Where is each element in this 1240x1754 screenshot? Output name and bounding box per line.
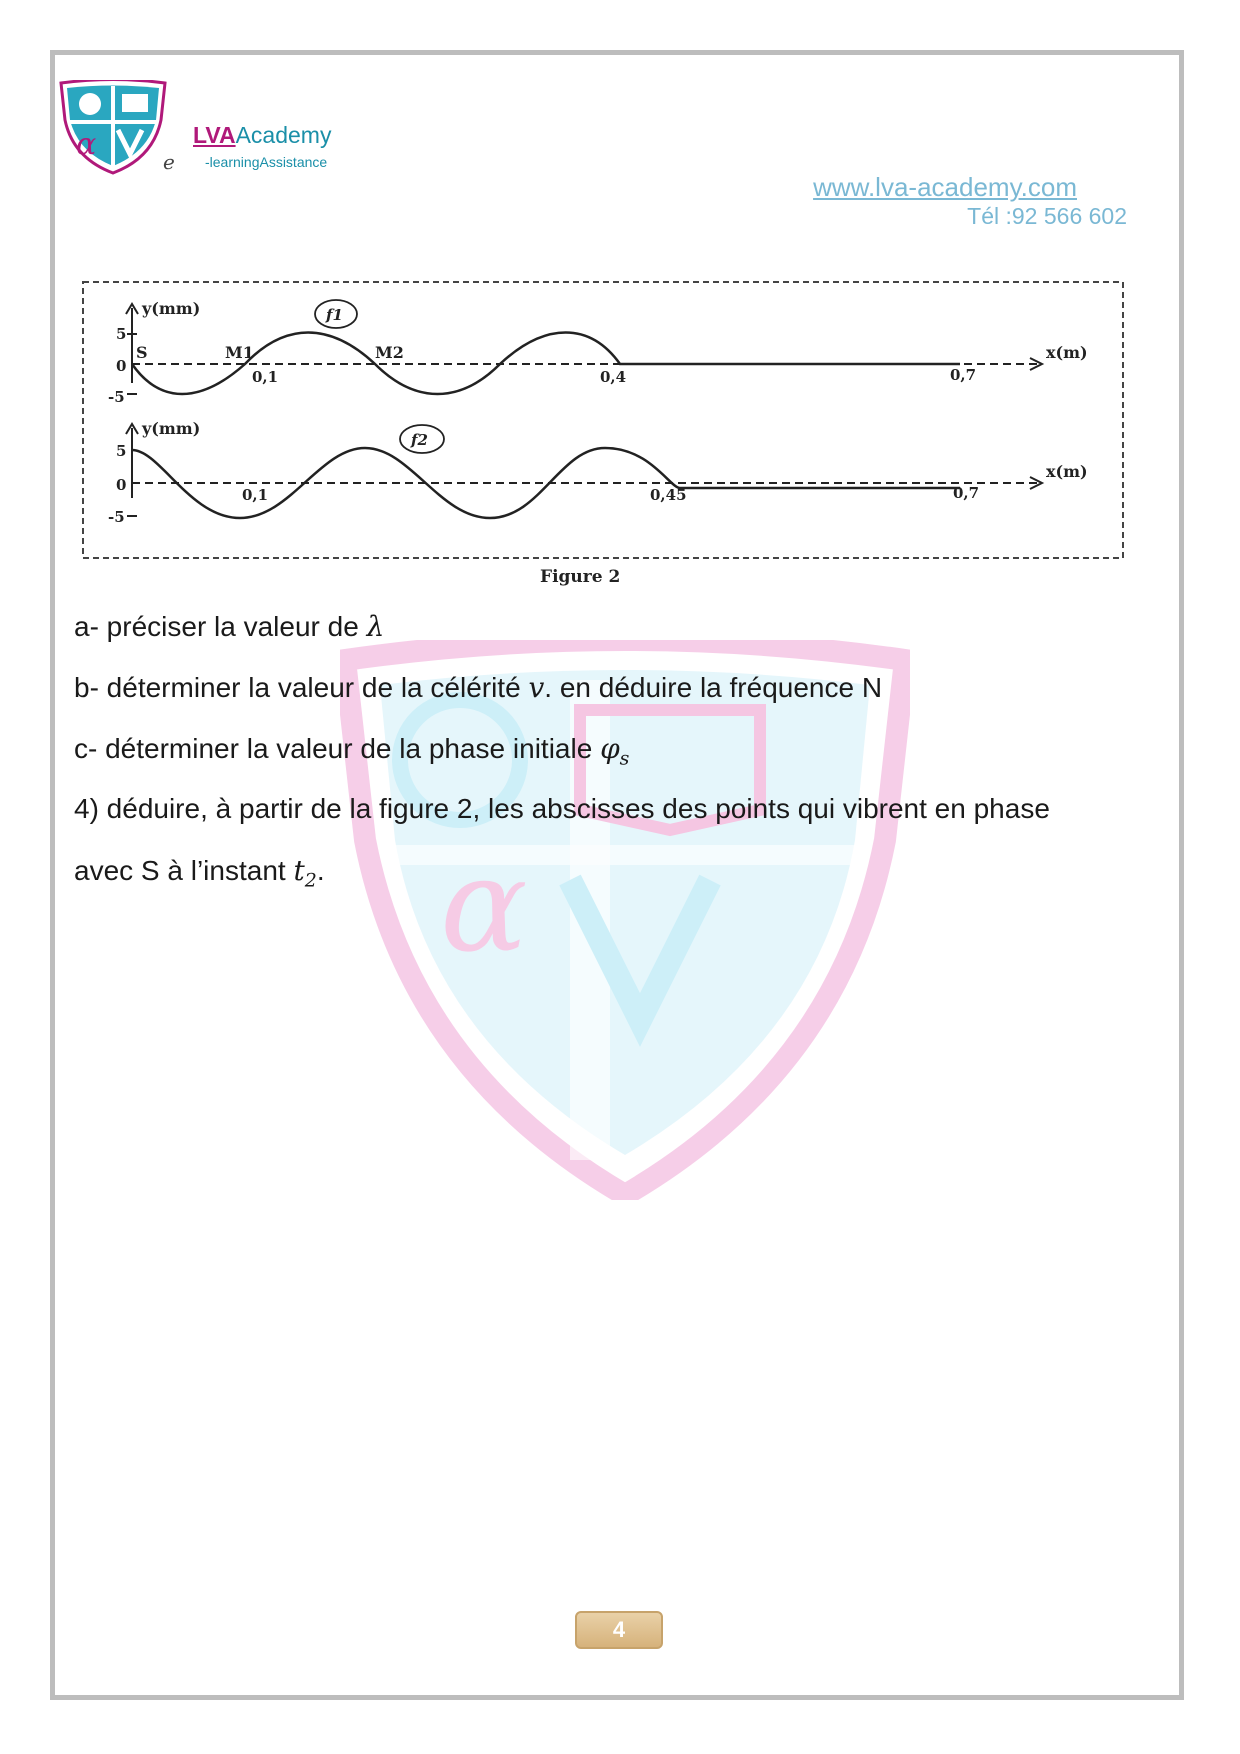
- question-b-text: b- déterminer la valeur de la célérité: [74, 672, 529, 703]
- plot2-y-tick-5: 5: [116, 442, 127, 460]
- brand-tagline: -learningAssistance: [205, 154, 328, 170]
- plot2-y-tick-0: 0: [116, 476, 127, 494]
- question-4-end: .: [316, 855, 325, 886]
- question-b-text-end: . en déduire la fréquence N: [544, 672, 883, 703]
- plot2-y-tick-minus5: -5: [108, 508, 125, 526]
- plot1-y-tick-0: 0: [116, 357, 127, 375]
- plot1-x-tick-0-1: 0,1: [252, 368, 279, 386]
- plot-1: [108, 299, 1088, 406]
- plot2-x-label: x(m): [1046, 462, 1088, 481]
- plot2-x-tick-0-1: 0,1: [242, 486, 269, 504]
- celerity-symbol: v: [528, 671, 545, 704]
- figure-2: [80, 278, 1130, 592]
- plot2-curve-label: f2: [411, 431, 428, 449]
- page-number-badge: [575, 1611, 663, 1649]
- brand-e-letter: e: [163, 150, 175, 174]
- question-4-line-1: 4) déduire, à partir de la figure 2, les abscisses des points qui vibrent en phase: [74, 793, 1050, 824]
- plot2-y-label: y(mm): [142, 419, 201, 438]
- watermark-shield-logo: [340, 640, 910, 1200]
- lambda-symbol: λ: [366, 610, 385, 643]
- page-number: 4: [612, 1617, 626, 1642]
- plot1-x-label: x(m): [1046, 343, 1088, 362]
- time-subscript: 2: [304, 869, 317, 892]
- plot1-curve-label: f1: [326, 306, 343, 324]
- question-4-text: avec S à l’instant: [74, 855, 294, 886]
- phi-subscript: s: [619, 747, 630, 770]
- phone-number: Tél :92 566 602: [967, 203, 1127, 229]
- phi-symbol: φ: [600, 732, 620, 765]
- website-link[interactable]: www.lva-academy.com: [813, 172, 1077, 202]
- lva-academy-logo: [58, 80, 168, 175]
- brand-lva: LVA: [193, 122, 236, 148]
- brand-name: [193, 122, 331, 149]
- plot1-y-label: y(mm): [142, 299, 201, 318]
- plot1-x-tick-0-7: 0,7: [950, 366, 977, 384]
- plot1-point-m2: M2: [375, 343, 404, 362]
- question-a-text: a- préciser la valeur de: [74, 611, 367, 642]
- time-symbol: t: [293, 854, 305, 887]
- question-a: [74, 610, 384, 643]
- svg-text:α: α: [76, 127, 97, 162]
- plot1-x-tick-0-4: 0,4: [600, 368, 627, 386]
- question-4-line-2: [74, 854, 325, 892]
- brand-academy: Academy: [235, 122, 332, 148]
- plot1-y-tick-minus5: -5: [108, 388, 125, 406]
- question-c: [74, 732, 629, 770]
- question-c-text: c- déterminer la valeur de la phase initiale: [74, 733, 601, 764]
- plot2-x-tick-0-7: 0,7: [953, 484, 980, 502]
- figure-caption: Figure 2: [540, 567, 621, 587]
- plot2-x-tick-0-45: 0,45: [650, 486, 687, 504]
- plot1-point-m1: M1: [225, 343, 254, 362]
- svg-text:α: α: [440, 829, 528, 981]
- figure-dashed-frame: [83, 282, 1123, 558]
- plot1-point-s: S: [136, 343, 148, 362]
- plot-2: [108, 419, 1088, 526]
- question-b: [74, 671, 882, 704]
- plot1-y-tick-5: 5: [116, 325, 127, 343]
